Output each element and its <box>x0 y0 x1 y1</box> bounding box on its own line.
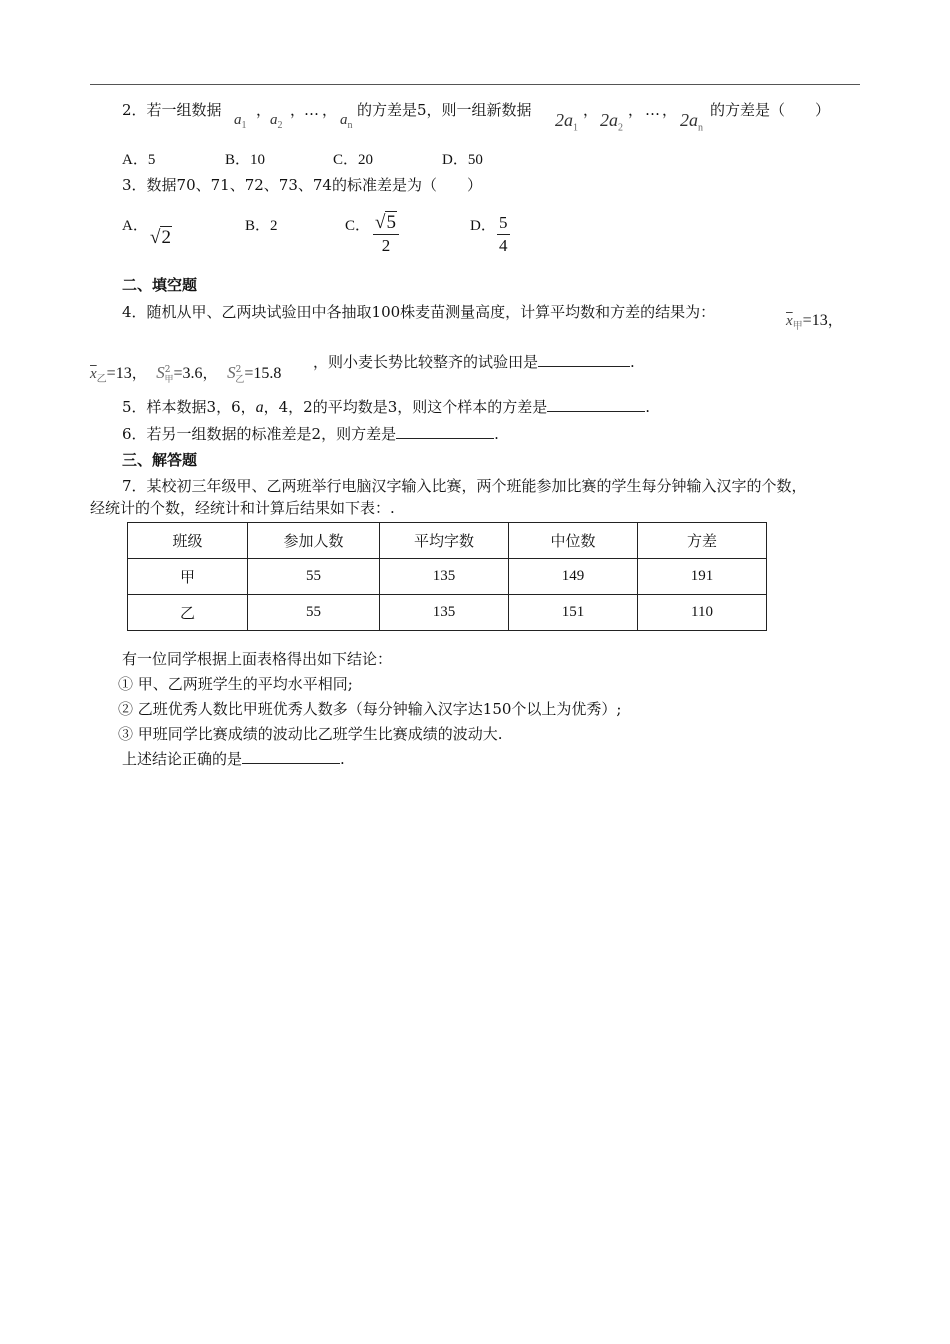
table-cell: 135 <box>380 559 509 595</box>
q2-option-a: A．5 <box>122 152 156 168</box>
table-header-cell: 中位数 <box>509 523 638 559</box>
section-title-solve: 三、解答题 <box>122 451 198 469</box>
conclusions-question: 上述结论正确的是 . <box>122 750 345 768</box>
q2-option-b: B．10 <box>225 152 266 168</box>
q3-option-b: B．2 <box>245 218 278 234</box>
table-header-row <box>128 523 767 559</box>
q3-option-a-label: A． <box>122 218 148 234</box>
q3-option-c-value: $\frac{√5}{2}$ <box>373 212 399 257</box>
q4-line2: $\overline{x}_乙=13$， $S^2_甲=3.6$， $S^2_乙=15.8$ <box>90 363 282 385</box>
section-title-fill-in: 二、填空题 <box>122 276 198 294</box>
q2-new-var-2: $2a_2$ <box>600 110 623 134</box>
table-cell: 乙 <box>128 595 248 631</box>
q2-var-a2: $a_2$ <box>270 112 283 131</box>
table-header-cell: 参加人数 <box>248 523 380 559</box>
q5-answer-blank[interactable] <box>547 397 645 412</box>
q7-line2: 经统计的个数，经统计和计算后结果如下表：. <box>90 499 395 517</box>
q2-sep-2: ， <box>290 101 306 119</box>
table-cell: 191 <box>638 559 767 595</box>
table-header-cell: 平均字数 <box>380 523 509 559</box>
q2-option-d: D．50 <box>442 152 483 168</box>
q4-line1: 4．随机从甲、乙两块试验田中各抽取100株麦苗测量高度，计算平均数和方差的结果为： <box>122 303 716 321</box>
table-cell: 55 <box>248 559 380 595</box>
q2-option-c: C．20 <box>333 152 374 168</box>
q2-sep-5: ， <box>628 101 644 119</box>
table-cell: 135 <box>380 595 509 631</box>
q3-option-a-value: √2 <box>150 227 171 248</box>
q2-sep-4: ， <box>583 101 599 119</box>
table-cell: 151 <box>509 595 638 631</box>
q3-option-d-label: D． <box>470 218 496 234</box>
q2-prefix: 2．若一组数据 <box>122 101 222 119</box>
table-cell: 甲 <box>128 559 248 595</box>
q7-line1: 7．某校初三年级甲、乙两班举行电脑汉字输入比赛，两个班能参加比赛的学生每分钟输入汉字的个数， <box>122 477 807 495</box>
stats-table <box>127 522 767 631</box>
q3-text: 3．数据70、71、72、73、74的标准差是为（ ） <box>122 176 482 194</box>
q2-ellipsis: … <box>304 101 319 119</box>
q4-answer-blank[interactable] <box>538 352 630 367</box>
conclusion-item-2: ② 乙班优秀人数比甲班优秀人数多（每分钟输入汉字达150个以上为优秀）; <box>118 700 622 718</box>
q2-var-a1: $a_1$ <box>234 112 247 131</box>
table-cell: 55 <box>248 595 380 631</box>
header-rule <box>90 84 860 85</box>
q6-text: 6．若另一组数据的标准差是2，则方差是 . <box>122 425 499 443</box>
q7-answer-blank[interactable] <box>242 749 340 764</box>
q3-option-d-value: $\frac{5}{4}$ <box>499 213 508 255</box>
q4-mean-jia: $\overline{x}_甲=13$， <box>786 311 843 332</box>
table-header-cell: 方差 <box>638 523 767 559</box>
table-header-cell: 班级 <box>128 523 248 559</box>
q4-line2-text: ，则小麦长势比较整齐的试验田是 . <box>313 353 635 371</box>
q2-sep-3: ， <box>322 101 338 119</box>
conclusion-item-3: ③ 甲班同学比赛成绩的波动比乙班学生比赛成绩的波动大. <box>118 725 503 743</box>
table-row <box>128 595 767 631</box>
q2-new-var-n: $2a_n$ <box>680 110 703 134</box>
q2-var-an: $a_n$ <box>340 112 353 131</box>
q2-middle: 的方差是5，则一组新数据 <box>357 101 532 119</box>
q3-option-c-label: C． <box>345 218 371 234</box>
q5-text: 5．样本数据3，6，a，4，2的平均数是3，则这个样本的方差是 . <box>122 398 651 416</box>
q2-suffix: 的方差是（ ） <box>710 101 831 119</box>
q2-sep-6: ， <box>662 101 678 119</box>
table-cell: 149 <box>509 559 638 595</box>
q2-new-var-1: $2a_1$ <box>555 110 578 134</box>
q2-sep-1: ， <box>256 101 272 119</box>
q2-ellipsis-2: … <box>645 101 660 119</box>
table-cell: 110 <box>638 595 767 631</box>
table-row <box>128 559 767 595</box>
q6-answer-blank[interactable] <box>396 424 494 439</box>
conclusion-item-1: ① 甲、乙两班学生的平均水平相同; <box>118 675 353 693</box>
conclusions-intro: 有一位同学根据上面表格得出如下结论： <box>122 650 393 668</box>
